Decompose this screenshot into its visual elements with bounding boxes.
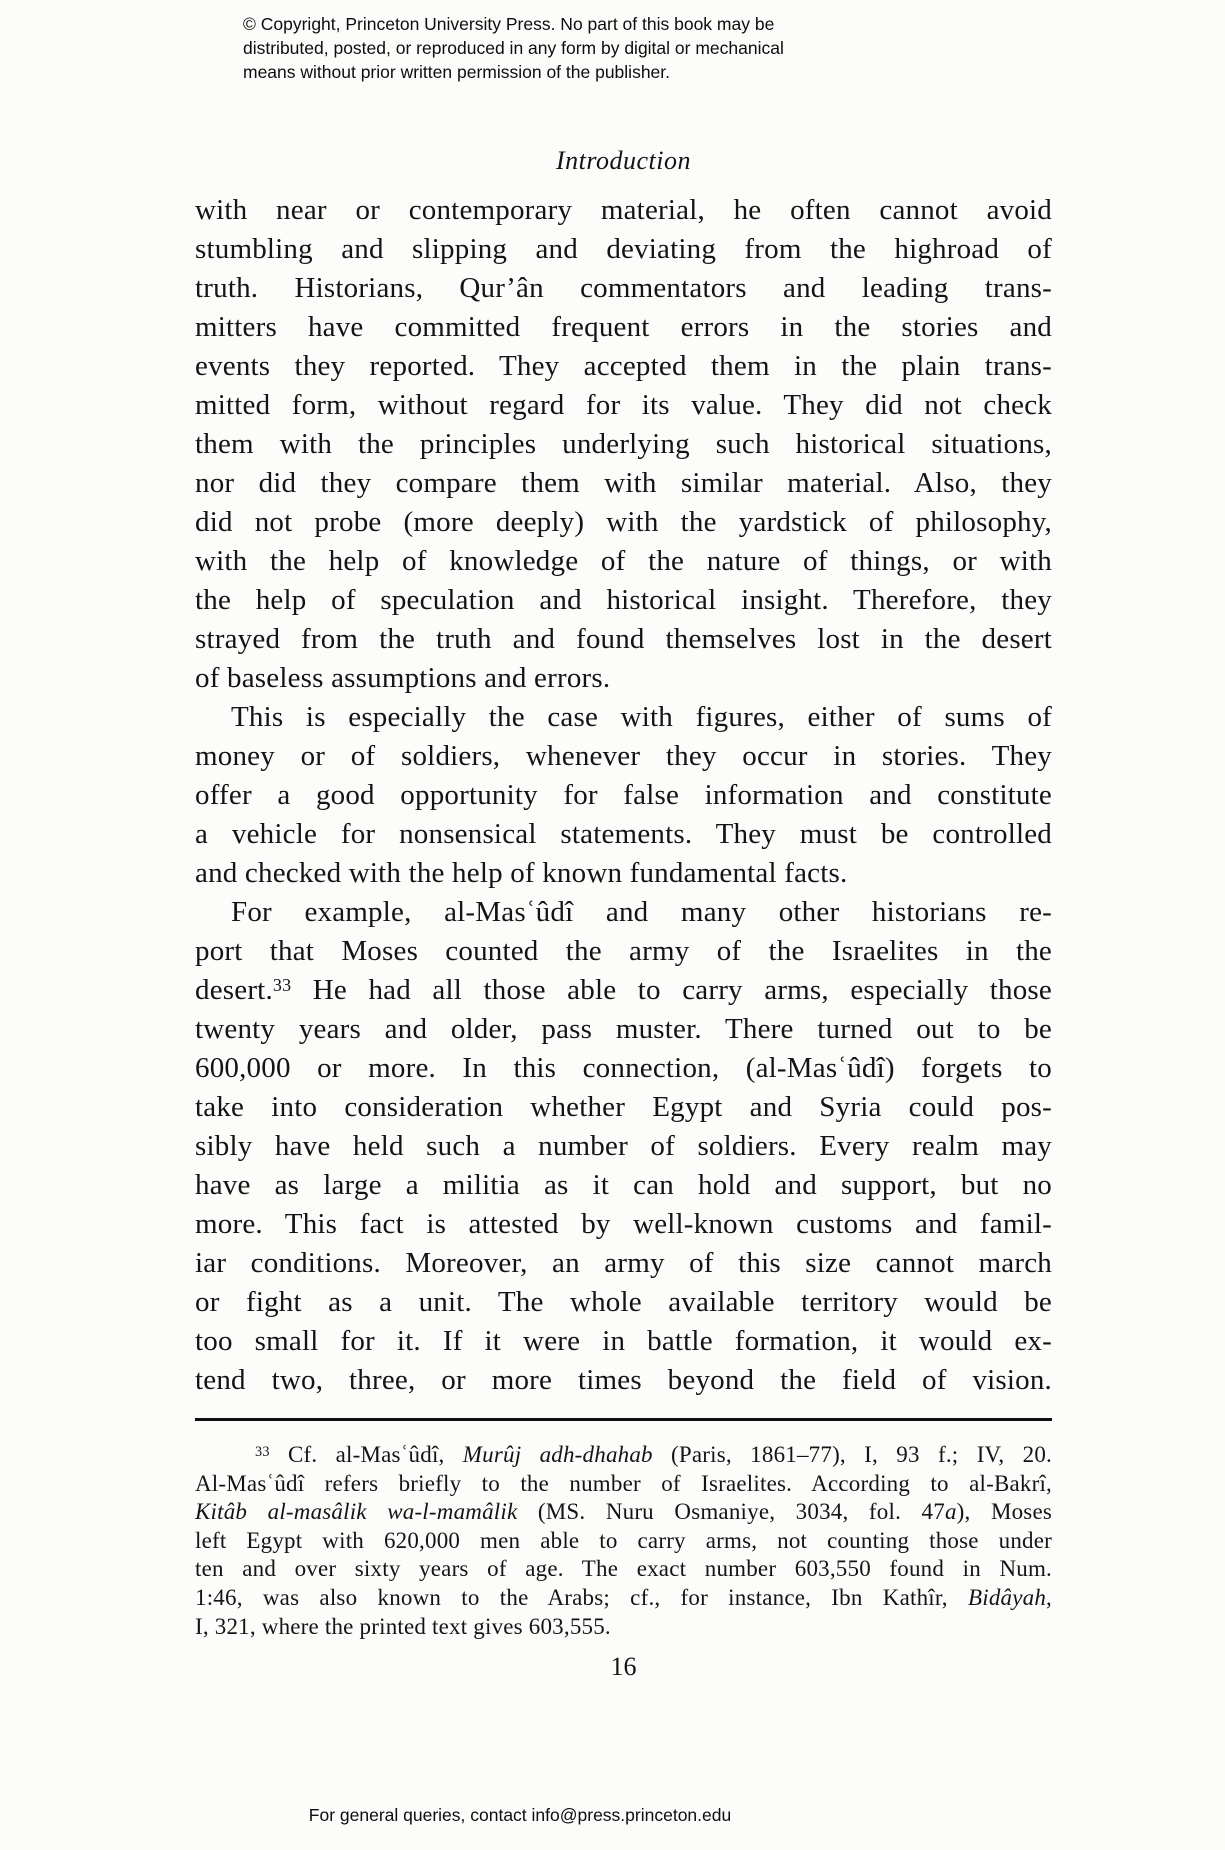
text-segment: ), Moses <box>956 1499 1053 1525</box>
text-line <box>195 698 1052 737</box>
text-segment: port that Moses counted the army of the Israelites in the <box>195 935 1052 967</box>
text-line <box>195 386 1052 425</box>
footnote-separator-rule <box>195 1418 1052 1421</box>
text-segment: I, 321, where the printed text gives 603,555. <box>195 1613 611 1639</box>
text-line <box>195 308 1052 347</box>
text-segment: left Egypt with 620,000 men able to carry arms, not counting those under <box>195 1527 1052 1553</box>
text-line <box>195 815 1052 854</box>
text-line <box>195 1127 1052 1166</box>
text-segment: a <box>944 1499 957 1525</box>
text-segment: (Paris, 1861–77), I, 93 f.; IV, 20. <box>652 1442 1052 1467</box>
text-segment: Murûj adh-dhahab <box>462 1442 653 1467</box>
text-line <box>195 1470 1052 1499</box>
text-line <box>195 1584 1052 1613</box>
text-segment: twenty years and older, pass muster. There turned out to be <box>195 1013 1052 1045</box>
text-line <box>195 854 1052 893</box>
text-segment: events they reported. They accepted them in the plain trans- <box>195 350 1052 382</box>
text-segment: too small for it. If it were in battle formation, it would ex- <box>195 1325 1052 1357</box>
text-line <box>195 1049 1052 1088</box>
page-footer: For general queries, contact info@press.princeton.edu <box>308 1805 732 1825</box>
text-line <box>195 542 1052 581</box>
text-line <box>195 347 1052 386</box>
text-segment: did not probe (more deeply) with the yardstick of philosophy, <box>195 506 1052 538</box>
text-line <box>195 971 1052 1010</box>
text-segment: more. This fact is attested by well-known customs and famil- <box>195 1208 1052 1240</box>
text-line <box>195 620 1052 659</box>
text-segment: with near or contemporary material, he often cannot avoid <box>195 194 1052 226</box>
running-head: Introduction <box>555 146 692 175</box>
text-line <box>195 1361 1052 1400</box>
text-segment: with the help of knowledge of the nature of things, or with <box>195 545 1052 577</box>
text-line <box>195 464 1052 503</box>
text-segment: the help of speculation and historical insight. Therefore, they <box>195 584 1052 616</box>
text-line <box>195 1244 1052 1283</box>
text-line <box>195 1322 1052 1361</box>
text-segment: of baseless assumptions and errors. <box>195 662 611 694</box>
text-segment: and checked with the help of known fundamental facts. <box>195 857 848 889</box>
text-line <box>195 503 1052 542</box>
text-segment: nor did they compare them with similar material. Also, they <box>195 467 1052 499</box>
page-number: 16 <box>610 1652 637 1681</box>
text-segment: a vehicle for nonsensical statements. They must be controlled <box>195 818 1052 850</box>
text-line <box>195 1498 1052 1527</box>
text-line <box>195 776 1052 815</box>
copyright-line: © Copyright, Princeton University Press. No part of this book may be <box>243 14 775 34</box>
text-segment: mitters have committed frequent errors in the stories and <box>195 311 1052 343</box>
text-segment: , <box>1046 1584 1052 1610</box>
text-line <box>195 737 1052 776</box>
text-segment: them with the principles underlying such historical situations, <box>195 428 1052 460</box>
text-segment: Al-Masʿûdî refers briefly to the number of Israelites. According to al-Bakrî, <box>195 1470 1052 1496</box>
text-segment: offer a good opportunity for false information and constitute <box>195 779 1052 811</box>
text-segment: or fight as a unit. The whole available territory would be <box>195 1286 1052 1318</box>
text-segment: desert. <box>195 974 273 1006</box>
text-line <box>195 191 1052 230</box>
text-segment: He had all those able to carry arms, especially those <box>291 974 1052 1006</box>
text-line <box>195 1205 1052 1244</box>
text-line <box>195 1555 1052 1584</box>
text-line <box>195 1613 1052 1642</box>
text-line <box>195 1283 1052 1322</box>
footnote <box>195 1441 1052 1641</box>
text-line <box>195 269 1052 308</box>
text-segment: (MS. Nuru Osmaniye, 3034, fol. 47 <box>517 1499 945 1525</box>
text-line <box>195 1441 1052 1470</box>
text-segment: tend two, three, or more times beyond the field of vision. <box>195 1364 1052 1396</box>
text-line <box>195 893 1052 932</box>
text-segment: 600,000 or more. In this connection, (al-Masʿûdî) forgets to <box>195 1052 1052 1084</box>
footnote-reference: 33 <box>272 974 292 995</box>
footnote-reference: 33 <box>255 1443 270 1460</box>
text-segment: iar conditions. Moreover, an army of this size cannot march <box>195 1247 1052 1279</box>
copyright-line: means without prior written permission of the publisher. <box>243 62 671 82</box>
text-segment: stumbling and slipping and deviating from the highroad of <box>195 233 1052 265</box>
text-segment: mitted form, without regard for its value. They did not check <box>195 389 1052 421</box>
body-text <box>195 191 1052 1400</box>
text-segment: Cf. al-Masʿûdî, <box>269 1442 463 1467</box>
text-line <box>195 425 1052 464</box>
copyright-notice <box>243 12 784 84</box>
text-segment: This is especially the case with figures, either of sums of <box>231 701 1052 733</box>
text-line <box>195 659 1052 698</box>
text-segment: strayed from the truth and found themselves lost in the desert <box>195 623 1052 655</box>
text-line <box>195 1166 1052 1205</box>
text-segment: ten and over sixty years of age. The exact number 603,550 found in Num. <box>195 1556 1052 1582</box>
text-line <box>195 1088 1052 1127</box>
text-segment: 1:46, was also known to the Arabs; cf., for instance, Ibn Kathîr, <box>195 1584 968 1610</box>
text-line <box>195 230 1052 269</box>
text-line <box>195 932 1052 971</box>
text-line <box>195 1010 1052 1049</box>
text-segment: Bidâyah <box>967 1584 1047 1610</box>
text-line <box>195 1527 1052 1556</box>
text-segment: For example, al-Masʿûdî and many other historians re- <box>231 896 1052 928</box>
text-segment: Kitâb al-masâlik wa-l-mamâlik <box>195 1499 518 1525</box>
text-segment: take into consideration whether Egypt and Syria could pos- <box>195 1091 1052 1123</box>
text-segment: have as large a militia as it can hold and support, but no <box>195 1169 1052 1201</box>
text-line <box>195 581 1052 620</box>
text-segment: truth. Historians, Qur’ân commentators and leading trans- <box>195 272 1052 304</box>
copyright-line: distributed, posted, or reproduced in any form by digital or mechanical <box>243 38 784 58</box>
text-segment: sibly have held such a number of soldiers. Every realm may <box>195 1130 1052 1162</box>
text-segment: money or of soldiers, whenever they occur in stories. They <box>195 740 1052 772</box>
